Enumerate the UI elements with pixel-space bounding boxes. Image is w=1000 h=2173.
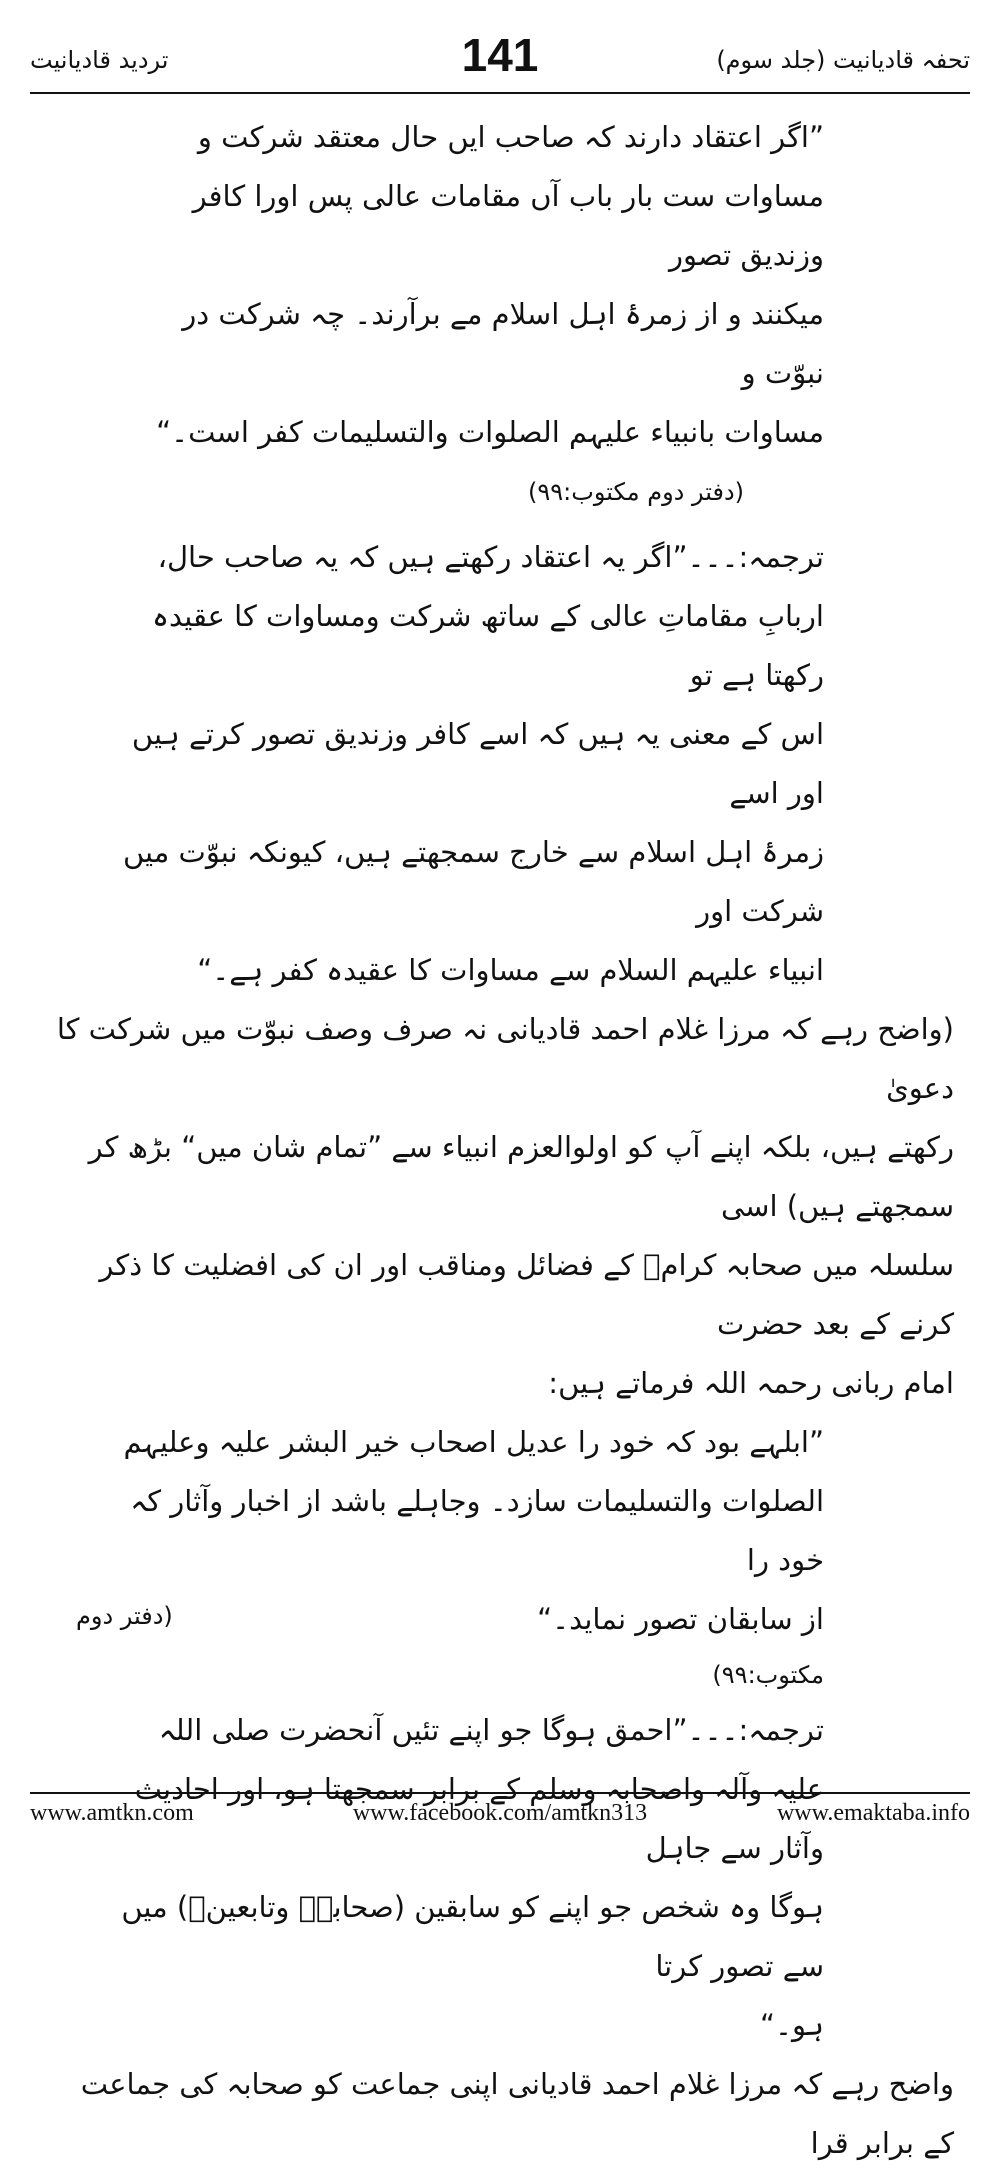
text-line: مساوات بانبیاء علیہم الصلوات والتسلیمات کفر است۔“: [156, 415, 824, 449]
text-line: رکھتے ہیں، بلکہ اپنے آپ کو اولوالعزم انبیاء سے ”تمام شان میں“ بڑھ کر سمجھتے ہیں) اسی: [88, 1130, 954, 1223]
text-line: ”ابلہے بود کہ خود را عدیل اصحاب خیر البشر علیہ وعلیہم: [123, 1425, 824, 1459]
text-line: ہوگا وہ شخص جو اپنے کو سابقین (صحابہؓ وتابعینؒ) میں سے تصور کرتا: [121, 1890, 824, 1983]
text-line: از سابقان تصور نماید۔“: [537, 1602, 824, 1636]
commentary-1: [46, 1000, 954, 1413]
text-line: (واضح رہے کہ مرزا غلام احمد قادیانی نہ صرف وصف نبوّت میں شرکت کا دعویٰ: [56, 1012, 954, 1105]
text-line: سلسلہ میں صحابہ کرامؓ کے فضائل ومناقب اور ان کی افضلیت کا ذکر کرنے کے بعد حضرت: [99, 1248, 954, 1341]
text-line: میکنند و از زمرۂ اہل اسلام مے برآرند۔ چہ شرکت در نبوّت و: [182, 297, 824, 390]
text-line: ہو۔“: [760, 2008, 824, 2042]
translation-1: [116, 528, 824, 1000]
header-section-title: تردید قادیانیت: [30, 46, 169, 74]
footer-divider: [30, 1792, 970, 1794]
reference-1: (دفتر دوم مکتوب:۹۹): [528, 478, 744, 506]
header-divider: [30, 92, 970, 94]
text-line: ترجمہ:۔۔۔”احمق ہوگا جو اپنے تئیں آنحضرت صلی اللہ: [158, 1713, 824, 1747]
translation-2: [76, 1701, 824, 2055]
page-number: 141: [461, 29, 539, 81]
text-line: اربابِ مقاماتِ عالی کے ساتھ شرکت ومساوات کا عقیدہ رکھتا ہے تو: [152, 599, 824, 692]
footer-link-emaktaba[interactable]: www.emaktaba.info: [776, 1800, 970, 1826]
text-line: اس کے معنی یہ ہیں کہ اسے کافر وزندیق تصور کرتے ہیں اور اسے: [131, 717, 824, 810]
footer-link-facebook[interactable]: www.facebook.com/amtkn313: [352, 1800, 648, 1826]
text-line: انبیاء علیہم السلام سے مساوات کا عقیدہ کفر ہے۔“: [197, 953, 824, 987]
persian-quote-2: [76, 1413, 824, 1701]
reference-2-start: (دفتر دوم: [76, 1602, 173, 1630]
reference-2-end: مکتوب:۹۹): [712, 1661, 824, 1689]
text-line: الصلوات والتسلیمات سازد۔ وجاہلے باشد از اخبار وآثار کہ خود را: [130, 1484, 824, 1577]
text-line: امام ربانی رحمہ اللہ فرماتے ہیں:: [548, 1366, 954, 1400]
page-header: [30, 28, 970, 88]
text-line: ”اگر اعتقاد دارند کہ صاحب ایں حال معتقد شرکت و: [197, 120, 824, 154]
commentary-2: واضح رہے کہ مرزا غلام احمد قادیانی اپنی جماعت کو صحابہ کی جماعت کے برابر قرا: [80, 2067, 954, 2160]
header-book-title: تحفہ قادیانیت (جلد سوم): [716, 46, 970, 74]
text-line: ترجمہ:۔۔۔”اگر یہ اعتقاد رکھتے ہیں کہ یہ صاحب حال،: [157, 540, 824, 574]
text-line: زمرۂ اہل اسلام سے خارج سمجھتے ہیں، کیونکہ نبوّت میں شرکت اور: [122, 835, 824, 928]
quote-last-line: [76, 1590, 824, 1649]
text-line: علیہ وآلہ واصحابہ وسلم کے برابر سمجھتا ہو، اور احادیث وآثار سے جاہل: [134, 1772, 824, 1865]
persian-quote-1: [116, 108, 824, 462]
footer-link-amtkn[interactable]: www.amtkn.com: [30, 1800, 194, 1826]
text-line: مساوات ست بار باب آں مقامات عالی پس اورا کافر وزندیق تصور: [192, 179, 824, 272]
page-footer: [30, 1800, 970, 1832]
